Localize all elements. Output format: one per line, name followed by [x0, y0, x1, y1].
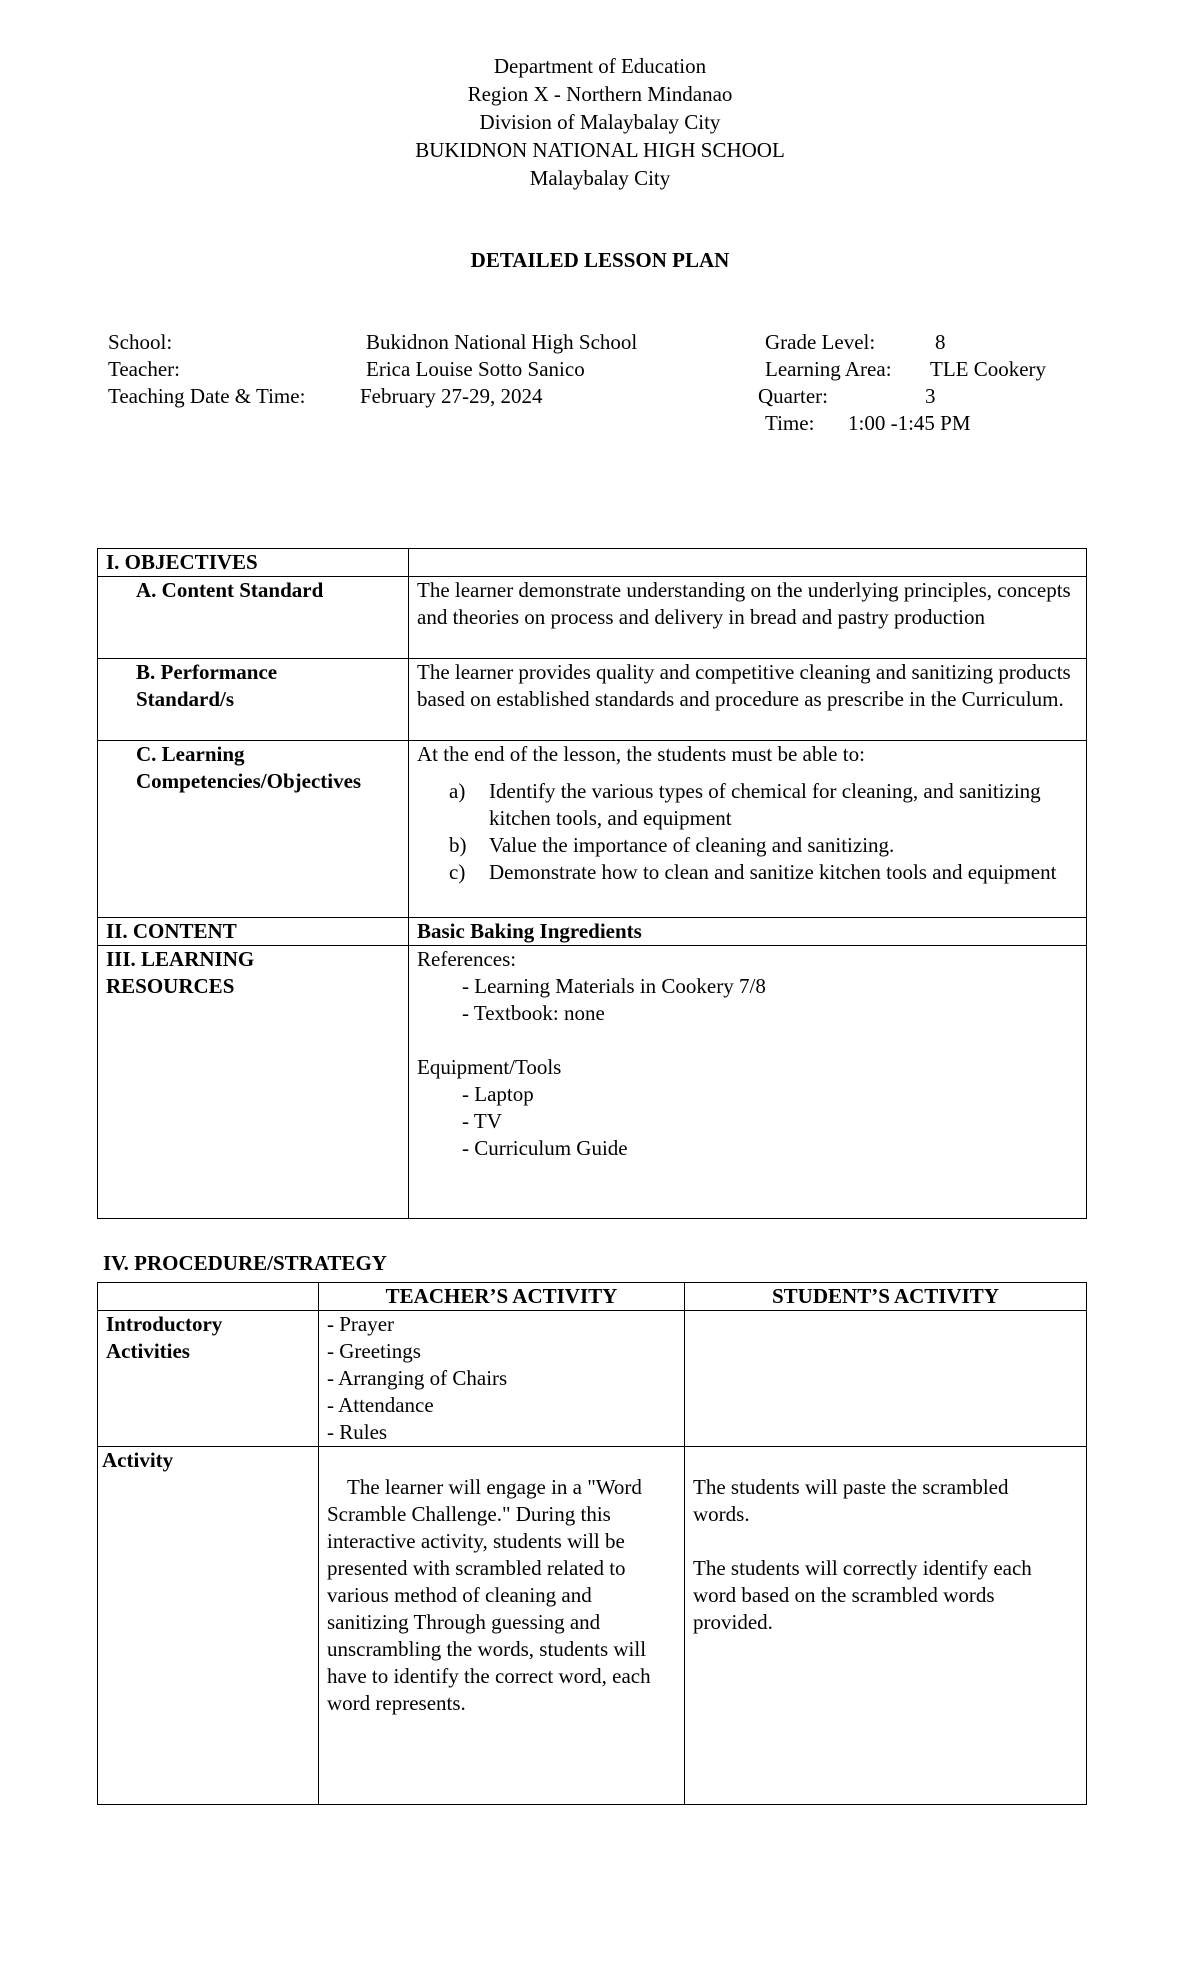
competencies-row [98, 741, 1087, 918]
student-activity-header: STUDENT’S ACTIVITY [685, 1283, 1087, 1311]
school-value: Bukidnon National High School [366, 330, 638, 354]
time-value: 1:00 -1:45 PM [848, 411, 971, 435]
competencies-label [98, 741, 409, 918]
header-line-department: Department of Education [493, 54, 707, 78]
date-value: February 27-29, 2024 [360, 384, 543, 408]
procedure-table [97, 1282, 1087, 1805]
resources-heading [98, 946, 409, 1219]
introductory-row [98, 1311, 1087, 1447]
list-item: - Rules [327, 1420, 388, 1444]
performance-standard-label [98, 659, 409, 741]
content-row [98, 918, 1087, 946]
teacher-label: Teacher: [108, 357, 180, 381]
activity-teacher-text: The learner will engage in a "Word Scramble Challenge." During this interactive activity, students will be presented with scrambled related to various method of cleaning and sanitizing Through guessing and unscrambling the words, students will have to identify the correct word, each word represents. [319, 1447, 685, 1805]
content-heading: II. CONTENT [98, 918, 409, 946]
teacher-value: Erica Louise Sotto Sanico [366, 357, 585, 381]
resources-heading-line2: RESOURCES [106, 974, 235, 998]
introductory-teacher-cell [319, 1311, 685, 1447]
performance-standard-row [98, 659, 1087, 741]
list-item: b) Value the importance of cleaning and sanitizing. [449, 833, 895, 857]
list-item: a) Identify the various types of chemical for cleaning, and sanitizing kitchen tools, and equipment [449, 779, 1041, 830]
resources-heading-line1: III. LEARNING [106, 947, 255, 971]
document-title: DETAILED LESSON PLAN [470, 248, 730, 272]
header-line-region: Region X - Northern Mindanao [467, 82, 733, 106]
header-line-city: Malaybalay City [529, 166, 671, 190]
list-item: - Curriculum Guide [462, 1136, 628, 1160]
list-item: - TV [462, 1109, 502, 1133]
equipment-label: Equipment/Tools [417, 1055, 562, 1079]
list-item: - Prayer [327, 1312, 395, 1336]
teacher-activity-header: TEACHER’S ACTIVITY [319, 1283, 685, 1311]
competency-label-line1: C. Learning [136, 742, 245, 766]
list-item: - Learning Materials in Cookery 7/8 [462, 974, 766, 998]
introductory-label-line1: Introductory [106, 1312, 223, 1336]
activity-student-cell [685, 1447, 1087, 1805]
performance-standard-text: The learner provides quality and competitive cleaning and sanitizing products based on established standards and procedure as prescribe in the Curriculum. [409, 659, 1087, 741]
competency-label-line2: Competencies/Objectives [136, 769, 362, 793]
time-label: Time: [765, 411, 815, 435]
list-item: c) Demonstrate how to clean and sanitize kitchen tools and equipment [449, 860, 1057, 884]
introductory-label-line2: Activities [106, 1339, 190, 1363]
content-standard-label: A. Content Standard [98, 577, 409, 659]
references-label: References: [417, 947, 517, 971]
grade-label: Grade Level: [765, 330, 876, 354]
list-item: - Arranging of Chairs [327, 1366, 508, 1390]
introductory-student-cell [685, 1311, 1087, 1447]
objectives-heading-empty [409, 549, 1087, 577]
content-standard-row [98, 577, 1087, 659]
school-label: School: [108, 330, 173, 354]
resources-row [98, 946, 1087, 1219]
activity-student-text-1: The students will paste the scrambled words. [693, 1475, 1009, 1526]
area-label: Learning Area: [765, 357, 892, 381]
list-item: - Textbook: none [462, 1001, 605, 1025]
document-header [0, 52, 1200, 192]
resources-cell [409, 946, 1087, 1219]
activity-student-text-2: The students will correctly identify each word based on the scrambled words provided. [693, 1556, 1032, 1634]
objectives-table [97, 548, 1087, 1219]
activity-row [98, 1447, 1087, 1805]
quarter-value: 3 [925, 384, 936, 408]
header-line-school: BUKIDNON NATIONAL HIGH SCHOOL [415, 138, 785, 162]
performance-label-line1: B. Performance [136, 660, 278, 684]
competency-list [417, 778, 1078, 886]
introductory-label [98, 1311, 319, 1447]
procedure-heading: IV. PROCEDURE/STRATEGY [103, 1251, 387, 1275]
grade-value: 8 [935, 330, 946, 354]
objectives-heading-row [98, 549, 1087, 577]
quarter-label: Quarter: [758, 384, 828, 408]
competency-intro: At the end of the lesson, the students must be able to: [417, 742, 865, 766]
procedure-header-row [98, 1283, 1087, 1311]
content-standard-text: The learner demonstrate understanding on the underlying principles, concepts and theories on process and delivery in bread and pastry production [409, 577, 1087, 659]
date-label: Teaching Date & Time: [108, 384, 306, 408]
list-item: - Greetings [327, 1339, 421, 1363]
competencies-cell [409, 741, 1087, 918]
objectives-heading: I. OBJECTIVES [98, 549, 409, 577]
header-line-division: Division of Malaybalay City [479, 110, 721, 134]
activity-label: Activity [98, 1447, 319, 1805]
list-item: - Attendance [327, 1393, 434, 1417]
content-value: Basic Baking Ingredients [409, 918, 1087, 946]
procedure-header-empty [98, 1283, 319, 1311]
list-item: - Laptop [462, 1082, 534, 1106]
performance-label-line2: Standard/s [136, 687, 235, 711]
area-value: TLE Cookery [930, 357, 1047, 381]
